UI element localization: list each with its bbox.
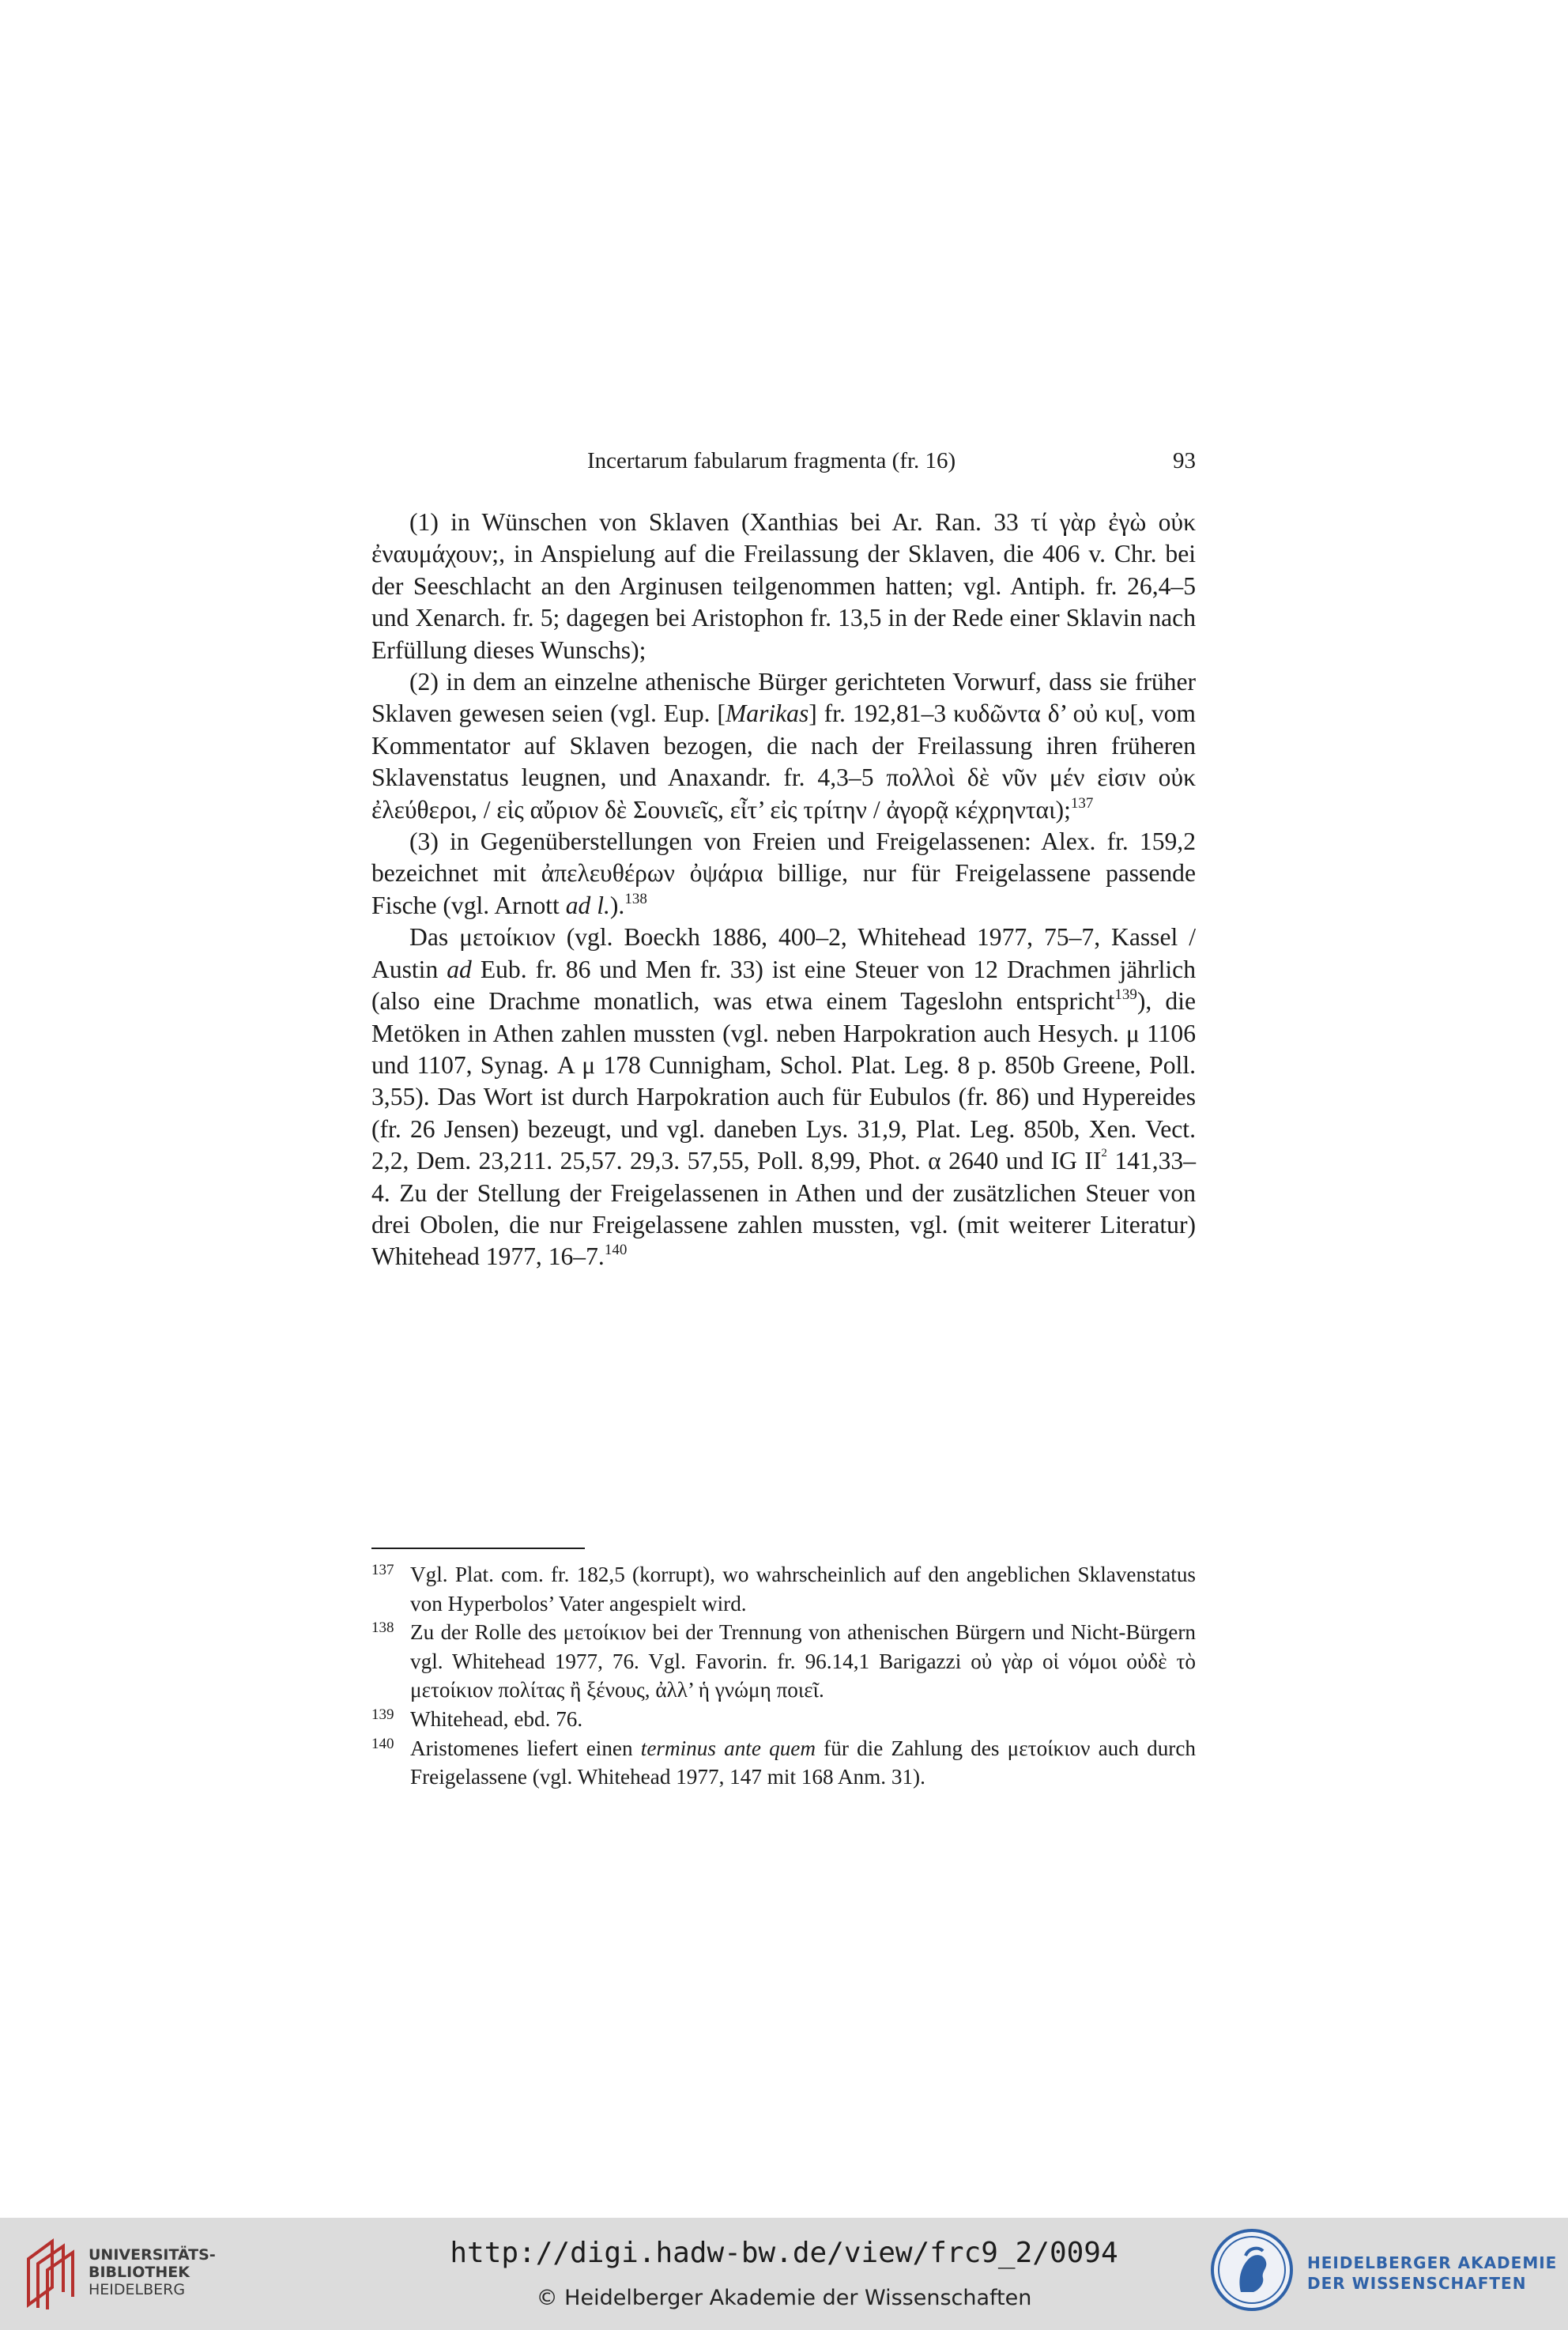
footnote-number: 137 <box>371 1562 394 1578</box>
ub-line-1: UNIVERSITÄTS- <box>89 2246 216 2264</box>
superscript-2: 2 <box>1101 1147 1107 1160</box>
footnote-ref-137[interactable]: 137 <box>1070 794 1094 812</box>
footnote-ref-140[interactable]: 140 <box>604 1242 628 1259</box>
footnote-text <box>410 1734 1196 1792</box>
paragraph-1-text: (1) in Wünschen von Sklaven (Xanthias bei Ar. Ran. 33 τί γὰρ ἐγὼ οὐκ ἐναυμάχουν;, in Anspielung auf die Freilassung der Sklaven, die 406 v. Chr. bei der Seeschlacht an den Arginusen teilgenommen hatten; vgl. Antiph. fr. 26,4–5 und Xenarch. fr. 5; dagegen bei Aristophon fr. 13,5 in der Rede einer Sklavin nach Erfüllung dieses Wunschs); <box>371 508 1196 664</box>
paragraph-2-text-a: (2) in dem an einzelne athenische Bürger gerichteten Vorwurf, dass sie früher Sklaven gewesen seien (vgl. Eup. [ <box>371 668 1196 728</box>
paragraph-4 <box>371 922 1196 1272</box>
main-text <box>371 507 1196 1273</box>
ub-line-2: BIBLIOTHEK <box>89 2264 190 2281</box>
paragraph-3-italic: ad l. <box>565 891 610 919</box>
footnote-text: Zu der Rolle des μετοίκιον bei der Trennung von athenischen Bürgern und Nicht-Bürgern vgl. Whitehead 1977, 76. Vgl. Favorin. fr. 96.14,1 Barigazzi οὐ γὰρ οἱ νόμοι οὐδὲ τὸ μετοίκιον πολίτας ἢ ξένους, ἀλλ’ ἡ γνώμη ποιεῖ. <box>410 1620 1196 1702</box>
footnote-text: Vgl. Plat. com. fr. 182,5 (korrupt), wo wahrscheinlich auf den angeblichen Sklavenstatus von Hyperbolos’ Vater angespielt wird. <box>410 1563 1196 1616</box>
paragraph-3-text-a: (3) in Gegenüberstellungen von Freien und Freigelassenen: Alex. fr. 159,2 bezeichnet mit ἀπελευθέρων ὀψάρια billige, nur für Freigelassene passende Fische (vgl. Arnott <box>371 828 1196 919</box>
footnote-number: 138 <box>371 1619 394 1637</box>
academy-line-2: DER WISSENSCHAFTEN <box>1307 2274 1527 2293</box>
footnote-rule <box>371 1548 585 1549</box>
digitization-footer <box>0 2218 1568 2330</box>
paragraph-3-text-b: ). <box>609 891 625 919</box>
running-title: Incertarum fabularum fragmenta (fr. 16) <box>587 448 956 473</box>
paragraph-4-italic: ad <box>447 955 472 983</box>
footnote-139 <box>371 1705 1196 1734</box>
footnote-138 <box>371 1618 1196 1705</box>
paragraph-4-text-d: 141,33–4. Zu der Stellung der Freigelassenen in Athen und der zusätzlichen Steuer von drei Obolen, die nur Freigelassene zahlen mussten, vgl. (mit weiterer Literatur) Whitehead 1977, 16–7. <box>371 1147 1196 1271</box>
footnotes <box>371 1560 1196 1792</box>
footnote-number: 139 <box>371 1706 394 1723</box>
academy-line-1: HEIDELBERGER AKADEMIE <box>1307 2253 1558 2272</box>
paragraph-1 <box>371 507 1196 666</box>
footnote-italic: terminus ante quem <box>640 1736 816 1760</box>
paragraph-4-text-b: Eub. fr. 86 und Men fr. 33) ist eine Steuer von 12 Drachmen jährlich (also eine Drachme monatlich, was etwa einem Tageslohn entspricht <box>371 955 1196 1016</box>
paragraph-2 <box>371 666 1196 826</box>
footnote-137 <box>371 1560 1196 1618</box>
page-number: 93 <box>1173 448 1196 473</box>
footnote-number: 140 <box>371 1735 394 1752</box>
paragraph-2-text-b: ] fr. 192,81–3 κυδῶντα δ’ οὐ κυ[, vom Kommentator auf Sklaven bezogen, die nach der Freilassung ihren früheren Sklavenstatus leugnen, und Anaxandr. fr. 4,3–5 πολλοὶ δὲ νῦν μέν εἰσιν οὐκ ἐλεύθεροι, / εἰς αὔριον δὲ Σουνιεῖς, εἶτ’ εἰς τρίτην / ἀγορᾷ κέχρηνται); <box>371 699 1196 824</box>
permalink-url[interactable]: http://digi.hadw-bw.de/view/frc9_2/0094 <box>450 2237 1118 2269</box>
footnote-text-b: für die Zahlung des μετοίκιον auch durch Freigelassene (vgl. Whitehead 1977, 147 mit 168 Anm. 31). <box>410 1736 1197 1789</box>
academy-seal-icon[interactable] <box>1209 2227 1295 2313</box>
paragraph-4-text-a: Das μετοίκιον (vgl. Boeckh 1886, 400–2, Whitehead 1977, 75–7, Kassel / Austin <box>371 923 1196 983</box>
academy-name <box>1307 2253 1557 2294</box>
footnote-text: Whitehead, ebd. 76. <box>410 1706 583 1731</box>
paragraph-2-italic: Marikas <box>725 699 809 728</box>
footnote-ref-139[interactable]: 139 <box>1114 986 1137 1004</box>
footnote-ref-138[interactable]: 138 <box>624 890 647 907</box>
ub-line-3: HEIDELBERG <box>89 2281 186 2298</box>
paragraph-4-text-c: ), die Metöken in Athen zahlen mussten (vgl. neben Harpokration auch Hesych. μ 1106 und 1107, Synag. Α μ 178 Cunnigham, Schol. Plat. Leg. 8 p. 850b Greene, Poll. 3,55). Das Wort ist durch Harpokration auch für Eubulos (fr. 86) und Hypereides (fr. 26 Jensen) bezeugt, und vgl. daneben Lys. 31,9, Plat. Leg. 850b, Xen. Vect. 2,2, Dem. 23,211. 25,57. 29,3. 57,55, Poll. 8,99, Phot. α 2640 und IG II <box>371 987 1196 1175</box>
footnote-text-a: Aristomenes liefert einen <box>410 1736 641 1760</box>
footnote-140 <box>371 1734 1196 1792</box>
paragraph-3 <box>371 826 1196 922</box>
copyright-notice: © Heidelberger Akademie der Wissenschaften <box>536 2286 1032 2310</box>
